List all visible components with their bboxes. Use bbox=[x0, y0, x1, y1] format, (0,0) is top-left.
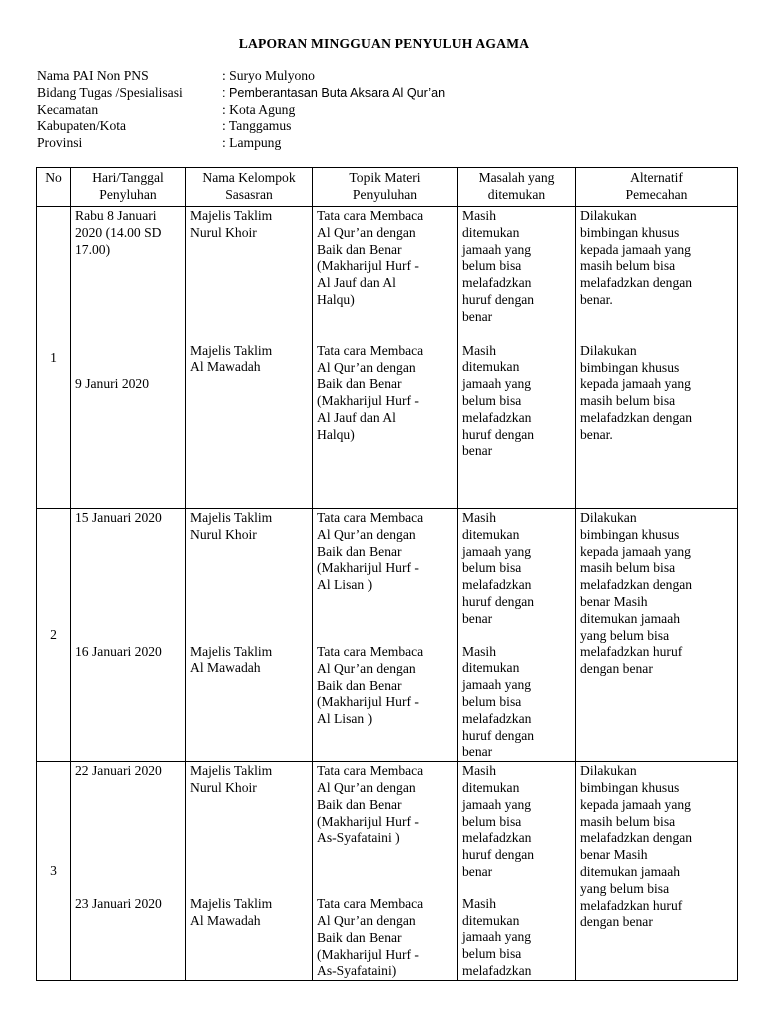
info-value: : Lampung bbox=[222, 135, 282, 151]
table-row bbox=[37, 762, 738, 981]
solution-cell bbox=[576, 207, 738, 509]
info-label: Bidang Tugas /Spesialisasi bbox=[37, 84, 183, 100]
info-value: : Kota Agung bbox=[222, 101, 296, 117]
header-topic: Topik Materi Penyuluhan bbox=[313, 168, 458, 207]
header-date: Hari/Tanggal Penyluhan bbox=[71, 168, 186, 207]
info-label: Kecamatan bbox=[37, 101, 99, 117]
topic-entry: Tata cara Membaca Al Qur’an dengan Baik dan Benar (Makharijul Hurf - As-Syafataini) bbox=[317, 896, 424, 979]
topic-cell bbox=[313, 509, 458, 762]
problem-entry: Masih ditemukan jamaah yang belum bisa melafadzkan huruf dengan benar bbox=[462, 342, 535, 459]
solution-cell bbox=[576, 509, 738, 762]
info-value: : Pemberantasan Buta Aksara Al Qur’an bbox=[222, 85, 446, 100]
date-entry: 23 Januari 2020 bbox=[75, 895, 162, 911]
header-problem: Masalah yang ditemukan bbox=[458, 168, 576, 207]
header-solution: Alternatif Pemecahan bbox=[576, 168, 738, 207]
date-entry: 22 Januari 2020 bbox=[75, 763, 162, 779]
table-header-row bbox=[37, 168, 738, 207]
topic-entry: Tata cara Membaca Al Qur’an dengan Baik dan Benar (Makharijul Hurf - Al Lisan ) bbox=[317, 510, 424, 593]
topic-entry: Tata cara Membaca Al Qur’an dengan Baik dan Benar (Makharijul Hurf - Al Lisan ) bbox=[317, 643, 424, 727]
group-entry: Majelis Taklim Al Mawadah bbox=[190, 643, 273, 676]
date-entry: 9 Januri 2020 bbox=[75, 376, 150, 392]
group-entry: Majelis Taklim Nurul Khoir bbox=[190, 763, 273, 795]
info-value: : Tanggamus bbox=[222, 118, 292, 134]
date-cell bbox=[71, 207, 186, 509]
topic-cell bbox=[313, 207, 458, 509]
date-entry: 15 Januari 2020 bbox=[75, 510, 162, 525]
topic-cell bbox=[313, 762, 458, 981]
group-entry: Majelis Taklim Nurul Khoir bbox=[190, 208, 273, 240]
info-value: : Suryo Mulyono bbox=[222, 68, 315, 83]
problem-entry: Masih ditemukan jamaah yang belum bisa melafadzkan huruf dengan benar bbox=[462, 643, 535, 760]
problem-entry: Masih ditemukan jamaah yang belum bisa melafadzkan huruf dengan benar bbox=[462, 763, 535, 879]
info-label: Provinsi bbox=[37, 135, 83, 151]
date-cell bbox=[71, 509, 186, 762]
problem-entry: Masih ditemukan jamaah yang belum bisa melafadzkan huruf dengan benar bbox=[462, 510, 535, 626]
solution-entry: Dilakukan bimbingan khusus kepada jamaah yang masih belum bisa melafadzkan dengan benar. bbox=[580, 342, 693, 442]
group-cell bbox=[186, 509, 313, 762]
date-cell bbox=[71, 762, 186, 981]
topic-entry: Tata cara Membaca Al Qur’an dengan Baik dan Benar (Makharijul Hurf - Al Jauf dan Al Halqu) bbox=[317, 342, 424, 442]
group-entry: Majelis Taklim Al Mawadah bbox=[190, 342, 273, 375]
table-row bbox=[37, 509, 738, 762]
topic-entry: Tata cara Membaca Al Qur’an dengan Baik dan Benar (Makharijul Hurf - As-Syafataini ) bbox=[317, 763, 424, 846]
row-number: 1 bbox=[37, 207, 71, 509]
solution-cell bbox=[576, 762, 738, 981]
group-cell bbox=[186, 762, 313, 981]
problem-entry: Masih ditemukan jamaah yang belum bisa melafadzkan huruf dengan benar bbox=[462, 208, 535, 324]
group-entry: Majelis Taklim Al Mawadah bbox=[190, 895, 273, 928]
solution-entry: Dilakukan bimbingan khusus kepada jamaah yang masih belum bisa melafadzkan dengan benar. bbox=[580, 208, 693, 307]
table-row bbox=[37, 207, 738, 509]
header-no: No bbox=[37, 168, 71, 207]
solution-entry: Dilakukan bimbingan khusus kepada jamaah yang masih belum bisa melafadzkan dengan benar Masih ditemukan jamaah yang belum bisa melafadzkan huruf dengan benar bbox=[580, 510, 693, 677]
info-label: Kabupaten/Kota bbox=[37, 118, 127, 134]
row-number: 2 bbox=[37, 509, 71, 762]
group-cell bbox=[186, 207, 313, 509]
header-group: Nama Kelompok Sasasran bbox=[186, 168, 313, 207]
date-entry: 16 Januari 2020 bbox=[75, 643, 162, 659]
topic-entry: Tata cara Membaca Al Qur’an dengan Baik dan Benar (Makharijul Hurf - Al Jauf dan Al Halqu) bbox=[317, 208, 424, 307]
report-table bbox=[36, 167, 738, 981]
problem-entry: Masih ditemukan jamaah yang belum bisa melafadzkan bbox=[462, 895, 532, 978]
date-entry: Rabu 8 Januari 2020 (14.00 SD 17.00) bbox=[75, 208, 162, 257]
problem-cell bbox=[458, 509, 576, 762]
report-title: LAPORAN MINGGUAN PENYULUH AGAMA bbox=[238, 36, 530, 51]
problem-cell bbox=[458, 762, 576, 981]
row-number: 3 bbox=[37, 762, 71, 981]
group-entry: Majelis Taklim Nurul Khoir bbox=[190, 510, 273, 542]
info-label: Nama PAI Non PNS bbox=[37, 68, 149, 83]
problem-cell bbox=[458, 207, 576, 509]
solution-entry: Dilakukan bimbingan khusus kepada jamaah yang masih belum bisa melafadzkan dengan benar Masih ditemukan jamaah yang belum bisa melafadzkan huruf dengan benar bbox=[580, 763, 693, 930]
